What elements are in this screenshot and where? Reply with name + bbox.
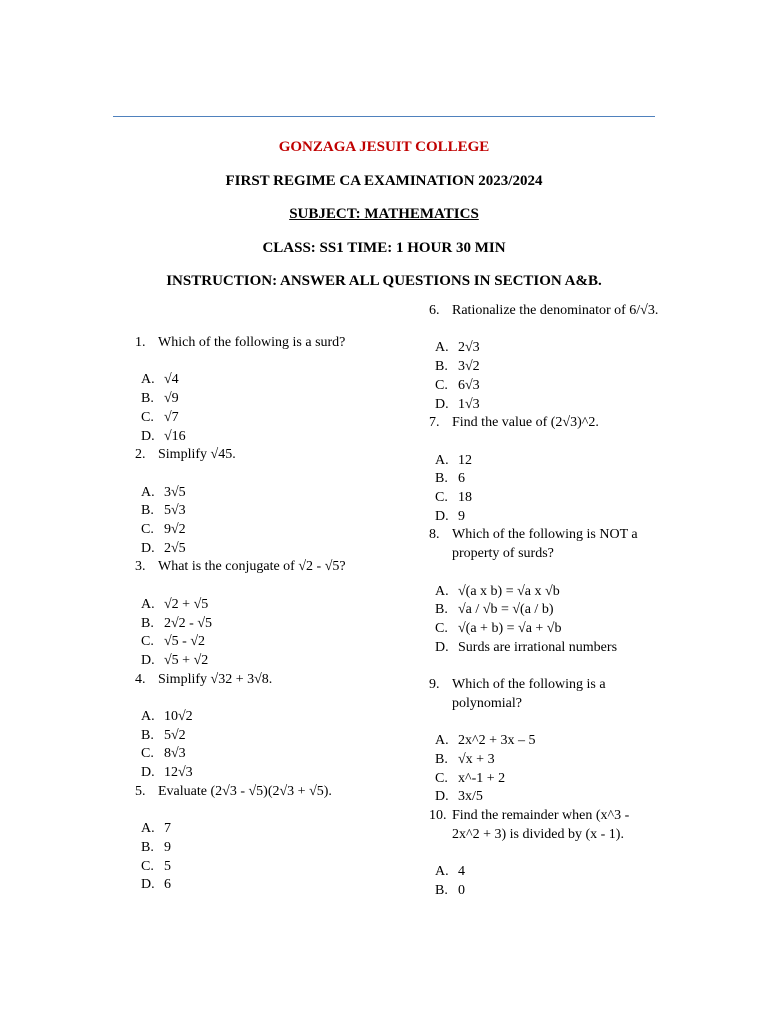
spacer [135, 577, 405, 596]
option-letter: A. [435, 583, 449, 599]
option-letter: B. [141, 727, 154, 743]
answer-option [135, 540, 405, 559]
answer-option [429, 508, 659, 527]
option-letter: B. [435, 359, 448, 375]
option-text: 4 [458, 864, 465, 879]
option-text: 5 [164, 858, 171, 874]
question-number: 1. [135, 335, 146, 350]
spacer [429, 321, 659, 340]
answer-option [429, 452, 659, 471]
answer-option [135, 596, 405, 615]
option-letter: C. [435, 377, 448, 393]
option-text: √a / √b = √(a / b) [458, 602, 554, 618]
option-letter: C. [141, 522, 154, 537]
option-text: 5√3 [164, 503, 186, 519]
question-text: Find the value of (2√3)^2. [452, 415, 599, 431]
answer-option [135, 484, 405, 503]
question-number: 4. [135, 671, 146, 687]
answer-option [135, 371, 405, 390]
question [135, 558, 405, 577]
option-text: √4 [164, 372, 179, 388]
option-text: 2√3 [458, 340, 480, 356]
school-name: GONZAGA JESUIT COLLEGE [278, 139, 490, 155]
option-letter: C. [141, 746, 154, 762]
answer-option [429, 489, 659, 508]
question-number: 7. [429, 415, 440, 431]
option-letter: B. [435, 751, 448, 767]
question [135, 334, 405, 353]
option-letter: D. [141, 877, 155, 893]
option-text: √9 [164, 391, 179, 407]
option-letter: D. [141, 652, 155, 668]
answer-option [429, 470, 659, 489]
option-letter: B. [435, 882, 448, 898]
question-number: 8. [429, 527, 440, 543]
option-text: 3√2 [458, 359, 480, 375]
option-text: 8√3 [164, 746, 186, 762]
answer-option [135, 502, 405, 521]
question-text: Simplify √32 + 3√8. [158, 671, 273, 687]
question-text: Rationalize the denominator of 6/√3. [452, 303, 659, 318]
question [429, 414, 659, 433]
question-text: What is the conjugate of √2 - √5? [158, 559, 346, 575]
option-letter: C. [141, 858, 154, 874]
option-letter: C. [141, 409, 154, 425]
option-letter: D. [435, 508, 449, 524]
answer-option [135, 727, 405, 746]
option-letter: A. [141, 372, 155, 388]
option-text: 9 [458, 508, 465, 524]
option-letter: A. [435, 733, 449, 749]
option-letter: D. [435, 396, 449, 412]
option-letter: C. [435, 770, 448, 786]
option-letter: B. [141, 615, 154, 631]
option-text: 12 [458, 452, 472, 468]
option-text: 2√2 - √5 [164, 615, 213, 631]
spacer [429, 433, 659, 452]
class-time-line: CLASS: SS1 TIME: 1 HOUR 30 MIN [262, 240, 506, 256]
answer-option [135, 858, 405, 877]
question-text: Evaluate (2√3 - √5)(2√3 + √5). [158, 783, 332, 799]
answer-option [135, 820, 405, 839]
option-text: 6 [164, 877, 171, 893]
question-number: 6. [429, 303, 440, 318]
answer-option [135, 876, 405, 895]
left-column [135, 334, 405, 895]
option-text: Surds are irrational numbers [458, 639, 618, 655]
question-block [429, 414, 659, 526]
answer-option [135, 390, 405, 409]
option-text: √x + 3 [458, 751, 495, 767]
option-letter: A. [141, 596, 155, 612]
question-number: 5. [135, 783, 146, 799]
answer-option [429, 358, 659, 377]
answer-option [135, 764, 405, 783]
option-text: √(a + b) = √a + √b [458, 620, 562, 636]
question-block [429, 807, 659, 901]
question-text: Which of the following is a polynomial? [452, 677, 606, 711]
spacer [429, 657, 659, 676]
answer-option [135, 708, 405, 727]
answer-option [429, 620, 659, 639]
option-text: √16 [164, 428, 186, 444]
option-text: 2x^2 + 3x – 5 [458, 733, 536, 749]
answer-option [429, 601, 659, 620]
option-letter: A. [141, 821, 155, 837]
answer-option [429, 882, 659, 901]
instruction-line: INSTRUCTION: ANSWER ALL QUESTIONS IN SECTION A&B. [166, 273, 602, 289]
question-text: Simplify √45. [158, 447, 236, 463]
answer-option [429, 639, 659, 658]
option-text: 3x/5 [458, 789, 483, 805]
option-text: √5 + √2 [164, 652, 209, 668]
answer-option [429, 770, 659, 789]
question-block [429, 302, 659, 414]
question [429, 807, 659, 844]
option-text: √5 - √2 [164, 634, 206, 650]
answer-option [429, 396, 659, 415]
option-letter: C. [141, 634, 154, 650]
answer-option [429, 732, 659, 751]
option-letter: A. [435, 452, 449, 468]
spacer [135, 689, 405, 708]
question-number: 2. [135, 447, 146, 463]
option-text: 18 [458, 490, 472, 505]
spacer [135, 465, 405, 484]
option-text: 0 [458, 882, 465, 898]
question-text: Find the remainder when (x^3 - 2x^2 + 3) is divided by (x - 1). [452, 807, 630, 842]
answer-option [135, 652, 405, 671]
option-text: √7 [164, 409, 179, 425]
question-block [429, 657, 659, 807]
question-number: 10. [429, 807, 447, 823]
answer-option [429, 339, 659, 358]
header-rule [113, 116, 655, 117]
option-text: 2√5 [164, 540, 186, 556]
option-letter: B. [141, 391, 154, 407]
question-block [135, 783, 405, 895]
subject-line: SUBJECT: MATHEMATICS [289, 206, 479, 222]
spacer [429, 713, 659, 732]
answer-option [429, 377, 659, 396]
answer-option [135, 839, 405, 858]
answer-option [135, 521, 405, 540]
question [135, 671, 405, 690]
option-text: √(a x b) = √a x √b [458, 583, 560, 599]
question [135, 783, 405, 802]
question-number: 9. [429, 677, 440, 692]
answer-option [135, 633, 405, 652]
option-text: 10√2 [164, 709, 193, 724]
question-block [135, 334, 405, 446]
question-block [135, 446, 405, 558]
question-text: Which of the following is NOT a property of surds? [452, 527, 638, 562]
option-letter: B. [435, 602, 448, 618]
question-block [135, 558, 405, 670]
option-letter: D. [435, 789, 449, 805]
option-text: 6√3 [458, 377, 480, 393]
option-text: 6 [458, 471, 465, 487]
option-text: 1√3 [458, 396, 480, 412]
option-letter: A. [141, 484, 155, 500]
question [429, 302, 659, 321]
option-letter: B. [141, 503, 154, 519]
option-letter: D. [141, 765, 155, 781]
answer-option [135, 428, 405, 447]
right-column [429, 302, 659, 900]
answer-option [429, 788, 659, 807]
spacer [135, 802, 405, 821]
option-text: 12√3 [164, 765, 193, 781]
question-block [429, 526, 659, 657]
option-text: 7 [164, 821, 171, 837]
option-letter: A. [435, 340, 449, 356]
spacer [135, 353, 405, 372]
question-block [135, 671, 405, 783]
spacer [429, 564, 659, 583]
question-text: Which of the following is a surd? [158, 335, 346, 350]
question [135, 446, 405, 465]
question [429, 676, 659, 713]
question [429, 526, 659, 563]
spacer [429, 844, 659, 863]
option-letter: D. [435, 639, 449, 655]
answer-option [135, 409, 405, 428]
answer-option [135, 615, 405, 634]
option-text: x^-1 + 2 [458, 770, 506, 786]
option-letter: C. [435, 620, 448, 636]
answer-option [429, 863, 659, 882]
option-text: 5√2 [164, 727, 186, 743]
answer-option [135, 745, 405, 764]
option-text: 3√5 [164, 484, 186, 500]
answer-option [429, 583, 659, 602]
option-text: 9√2 [164, 522, 186, 537]
option-letter: B. [435, 471, 448, 487]
option-letter: C. [435, 490, 448, 505]
option-letter: A. [435, 864, 449, 879]
answer-option [429, 751, 659, 770]
exam-title: FIRST REGIME CA EXAMINATION 2023/2024 [225, 173, 543, 189]
option-letter: B. [141, 839, 154, 855]
option-letter: A. [141, 709, 155, 724]
option-text: √2 + √5 [164, 596, 209, 612]
question-number: 3. [135, 559, 146, 575]
option-text: 9 [164, 839, 171, 855]
option-letter: D. [141, 540, 155, 556]
option-letter: D. [141, 428, 155, 444]
